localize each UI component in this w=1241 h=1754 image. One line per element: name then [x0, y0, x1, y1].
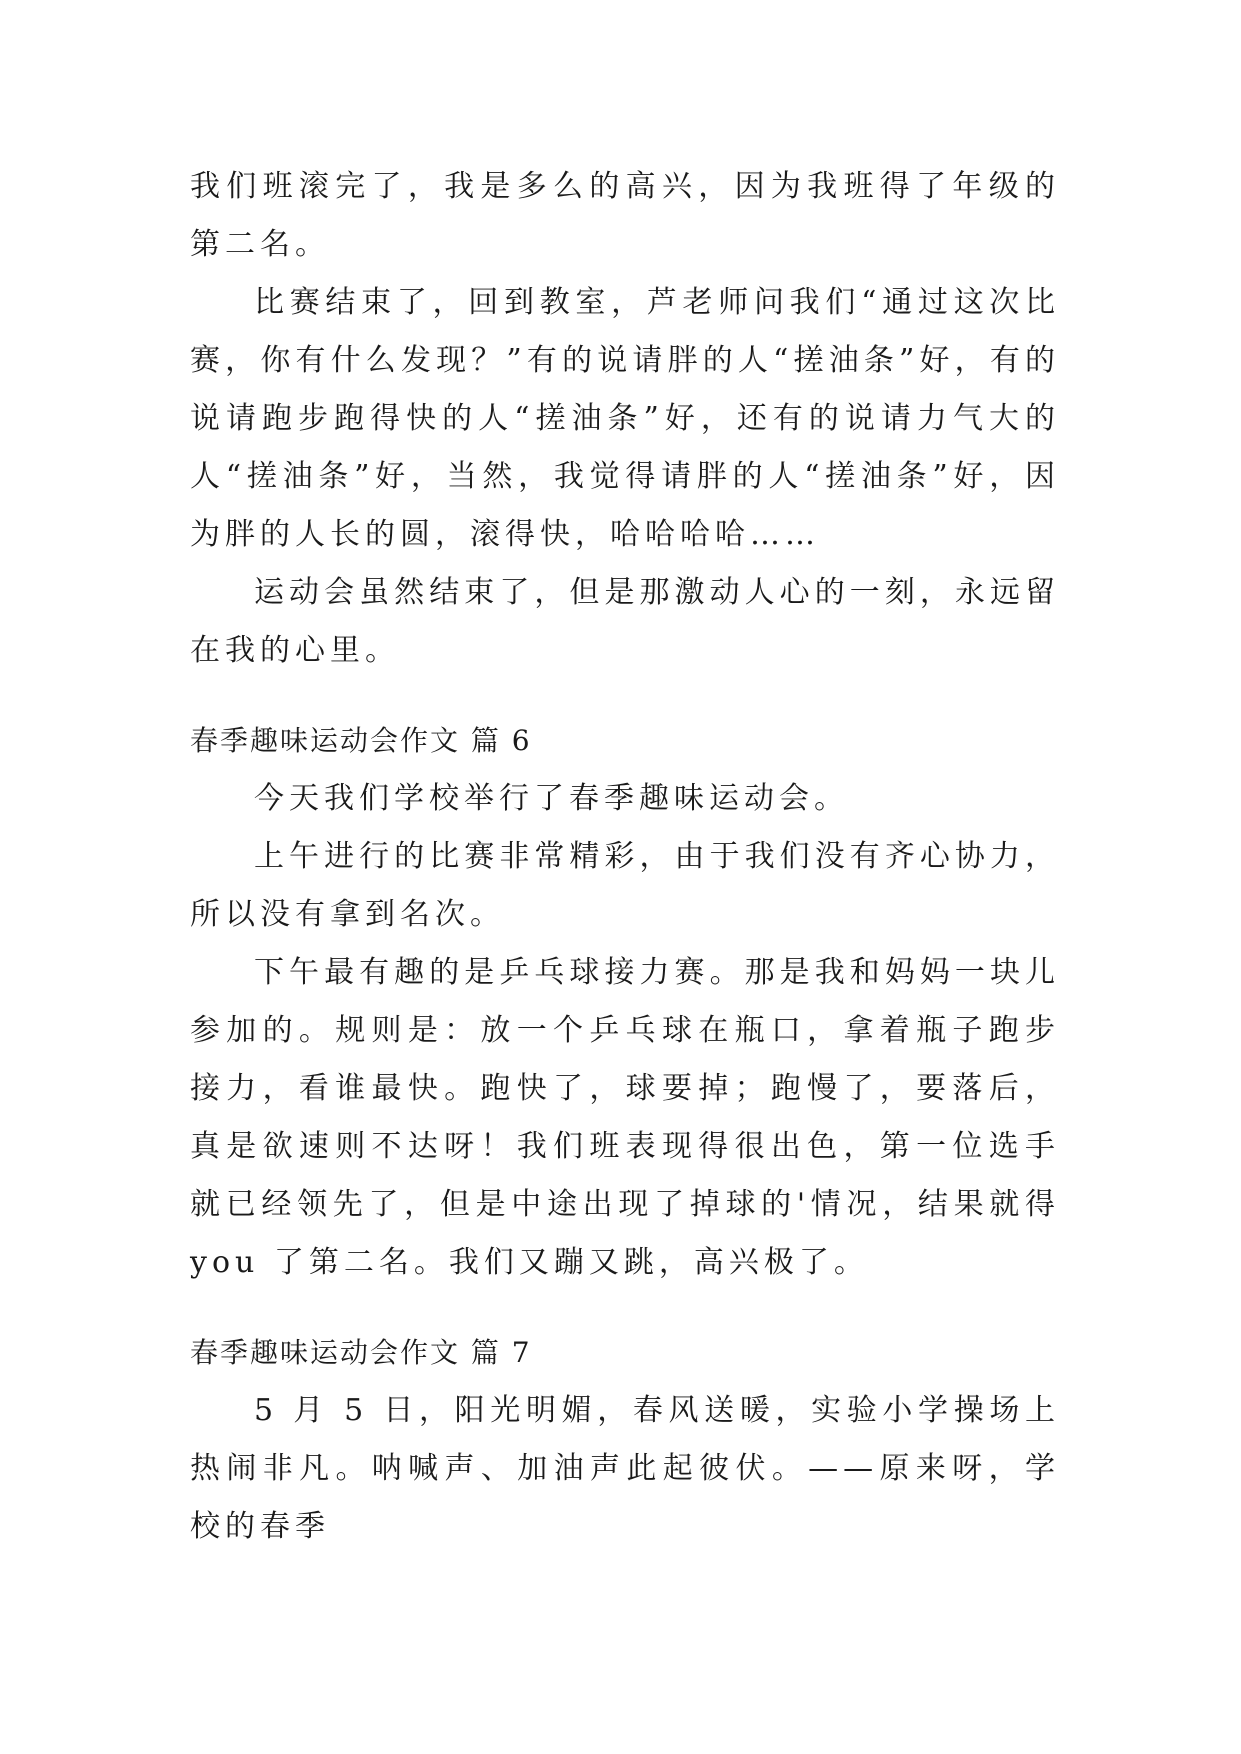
paragraph-7: 5 月 5 日，阳光明媚，春风送暖，实验小学操场上热闹非凡。呐喊声、加油声此起彼伏。——原来呀，学校的春季 [190, 1393, 1060, 1544]
paragraph-4: 今天我们学校举行了春季趣味运动会。 [254, 781, 849, 816]
paragraph-3: 运动会虽然结束了，但是那激动人心的一刻，永远留在我的心里。 [190, 575, 1060, 668]
paragraph-5: 上午进行的比赛非常精彩，由于我们没有齐心协力，所以没有拿到名次。 [190, 839, 1060, 932]
document-page [190, 158, 1060, 1556]
paragraph-1: 我们班滚完了，我是多么的高兴，因为我班得了年级的第二名。 [190, 169, 1060, 262]
paragraph-2: 比赛结束了，回到教室，芦老师问我们“通过这次比赛，你有什么发现？”有的说请胖的人“搓油条”好，有的说请跑步跑得快的人“搓油条”好，还有的说请力气大的人“搓油条”好，当然，我觉得请胖的人“搓油条”好，因为胖的人长的圆，滚得快，哈哈哈哈…… [190, 285, 1060, 552]
section-heading-7: 春季趣味运动会作文 篇 7 [190, 1336, 532, 1369]
section-heading-6: 春季趣味运动会作文 篇 6 [190, 724, 532, 757]
paragraph-6: 下午最有趣的是乒乓球接力赛。那是我和妈妈一块儿参加的。规则是：放一个乒乓球在瓶口，拿着瓶子跑步接力，看谁最快。跑快了，球要掉；跑慢了，要落后，真是欲速则不达呀！我们班表现得很出色，第一位选手就已经领先了，但是中途出现了掉球的'情况，结果就得 you 了第二名。我们又蹦又跳，高兴极了。 [190, 955, 1060, 1280]
